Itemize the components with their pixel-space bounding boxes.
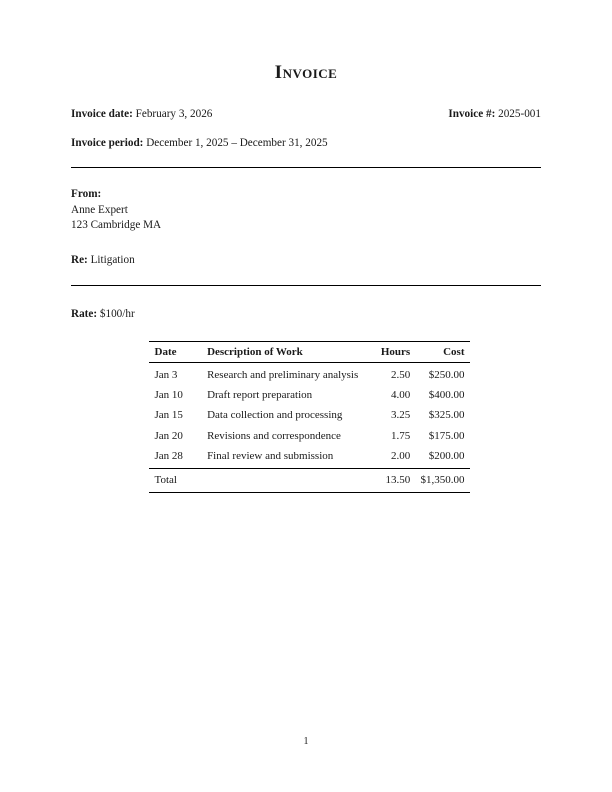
- header-date: Date: [149, 341, 198, 363]
- invoice-number: [448, 109, 541, 120]
- invoice-date: [71, 109, 212, 120]
- line-items-table-wrapper: [71, 341, 541, 493]
- page-number: 1: [303, 736, 309, 747]
- cell-date: Jan 28: [154, 450, 183, 463]
- header-hours: Hours: [367, 341, 411, 363]
- cell-cost: $250.00: [428, 368, 465, 381]
- meta-row-date: [71, 109, 541, 120]
- invoice-number-label: Invoice #:: [448, 108, 496, 120]
- re-label: Re:: [71, 253, 88, 266]
- table-footer: [149, 468, 470, 492]
- cell-cost: $400.00: [428, 389, 465, 402]
- table-row: [149, 405, 470, 425]
- invoice-period-label: Invoice period:: [71, 137, 144, 150]
- matter-line: [71, 254, 541, 267]
- re-value: Litigation: [90, 253, 135, 266]
- cell-hours: 3.25: [390, 409, 411, 422]
- cell-description: Data collection and processing: [207, 409, 343, 422]
- total-hours: 13.50: [367, 468, 411, 492]
- cell-description: Revisions and correspondence: [207, 429, 341, 442]
- invoice-period-value: December 1, 2025 – December 31, 2025: [146, 137, 328, 150]
- line-items-table: [149, 341, 470, 493]
- from-heading: From:: [71, 188, 102, 201]
- rate-line: [71, 308, 541, 321]
- invoice-meta: [71, 109, 541, 149]
- cell-cost: $200.00: [428, 450, 465, 463]
- cell-cost: $175.00: [428, 429, 465, 442]
- cell-date: Jan 15: [154, 409, 183, 422]
- cell-date: Jan 3: [154, 368, 178, 381]
- cell-description: Final review and submission: [207, 450, 334, 463]
- total-label: Total: [149, 468, 198, 492]
- table-row: [149, 446, 470, 468]
- cell-date: Jan 20: [154, 429, 183, 442]
- header-description: Description of Work: [197, 341, 367, 363]
- cell-date: Jan 10: [154, 389, 183, 402]
- page-content: [71, 0, 541, 493]
- cell-description: Draft report preparation: [207, 389, 313, 402]
- invoice-number-value: 2025-001: [498, 108, 541, 120]
- cell-cost: $325.00: [428, 409, 465, 422]
- divider-top: [71, 167, 541, 168]
- rate-value: $100/hr: [99, 308, 135, 321]
- total-cost: $1,350.00: [410, 468, 469, 492]
- from-block: [71, 187, 541, 233]
- divider-middle: [71, 285, 541, 286]
- table-row: [149, 363, 470, 385]
- cell-hours: 1.75: [390, 429, 411, 442]
- rate-label: Rate:: [71, 308, 98, 321]
- cell-hours: 4.00: [390, 389, 411, 402]
- table-row: [149, 426, 470, 446]
- cell-description: Research and preliminary analysis: [207, 368, 359, 381]
- cell-hours: 2.50: [390, 368, 411, 381]
- page-title: Invoice: [274, 62, 338, 83]
- table-header: [149, 341, 470, 363]
- from-address: 123 Cambridge MA: [71, 219, 162, 232]
- invoice-date-label: Invoice date:: [71, 108, 133, 120]
- invoice-date-value: February 3, 2026: [135, 108, 213, 120]
- header-cost: Cost: [410, 341, 469, 363]
- table-body: [149, 363, 470, 469]
- from-name: Anne Expert: [71, 203, 128, 216]
- total-row: [149, 468, 470, 492]
- table-row: [149, 385, 470, 405]
- total-description: [197, 468, 367, 492]
- cell-hours: 2.00: [390, 450, 411, 463]
- meta-row-period: [71, 138, 541, 149]
- invoice-period: [71, 138, 328, 149]
- table-header-row: [149, 341, 470, 363]
